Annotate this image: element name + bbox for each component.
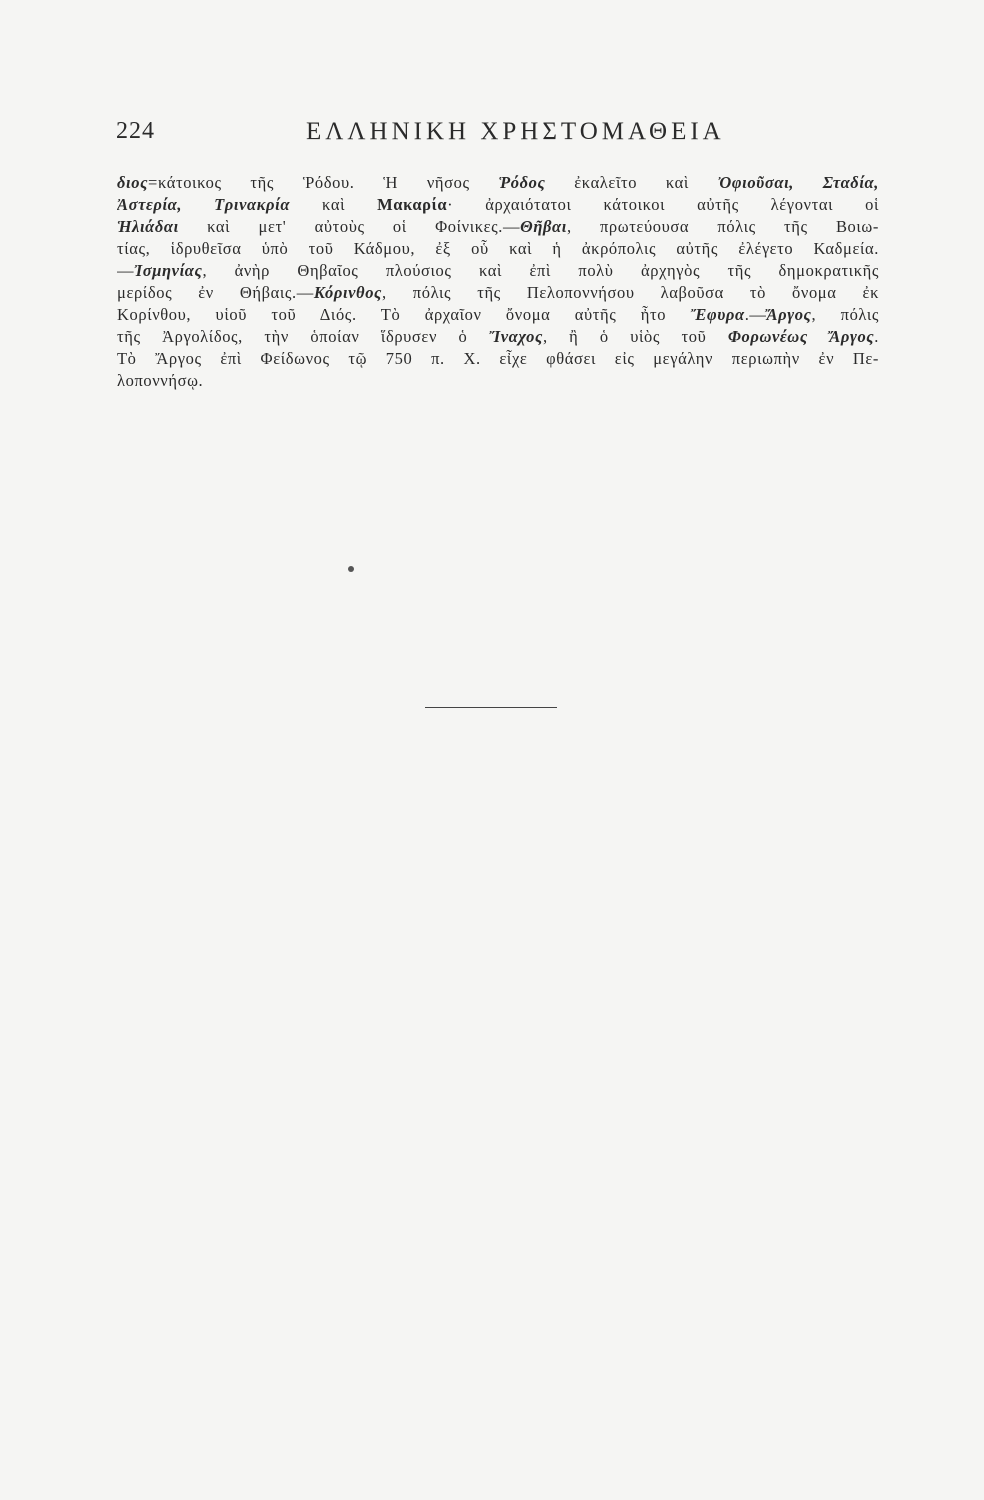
text-line-5: —Ἰσμηνίας, ἀνὴρ Θηβαῖος πλούσιος καὶ ἐπὶ πολὺ ἀρχηγὸς τῆς δημοκρατικῆς <box>117 261 879 280</box>
text-line-7: Κορίνθου, υἱοῦ τοῦ Διός. Τὸ ἀρχαῖον ὄνομα αὐτῆς ἦτο Ἔφυρα.—Ἄργος, πόλις <box>117 305 879 324</box>
text-line-1: διος=κάτοικος τῆς Ῥόδου. Ἡ νῆσος Ῥόδος ἐκαλεῖτο καὶ Ὀφιοῦσαι, Σταδία, <box>117 173 879 192</box>
page-header <box>116 118 886 158</box>
text-line-3: Ἡλιάδαι καὶ μετ' αὐτοὺς οἱ Φοίνικες.—Θῆβαι, πρωτεύουσα πόλις τῆς Βοιω- <box>117 217 879 236</box>
running-title: ΕΛΛΗΝΙΚΗ ΧΡΗΣΤΟΜΑΘΕΙΑ <box>306 118 725 145</box>
text-line-10: λοποννήσῳ. <box>117 371 204 390</box>
section-divider-rule <box>425 707 557 708</box>
text-line-2: Ἀστερία, Τρινακρία καὶ Μακαρία· ἀρχαιότατοι κάτοικοι αὐτῆς λέγονται οἱ <box>117 195 879 214</box>
text-line-9: Τὸ Ἄργος ἐπὶ Φείδωνος τῷ 750 π. Χ. εἶχε φθάσει εἰς μεγάλην περιωπὴν ἐν Πε- <box>117 349 879 368</box>
text-line-8: τῆς Ἀργολίδος, τὴν ὁποίαν ἵδρυσεν ὁ Ἴναχος, ἢ ὁ υἱὸς τοῦ Φορωνέως Ἄργος. <box>117 327 879 346</box>
body-text <box>117 172 879 392</box>
text-line-6: μερίδος ἐν Θήβαις.—Κόρινθος, πόλις τῆς Πελοποννήσου λαβοῦσα τὸ ὄνομα ἐκ <box>117 283 879 302</box>
page-number: 224 <box>116 118 155 144</box>
text-line-4: τίας, ἱδρυθεῖσα ὑπὸ τοῦ Κάδμου, ἐξ οὗ καὶ ἡ ἀκρόπολις αὐτῆς ἐλέγετο Καδμεία. <box>117 239 879 258</box>
ink-speck <box>348 566 354 572</box>
